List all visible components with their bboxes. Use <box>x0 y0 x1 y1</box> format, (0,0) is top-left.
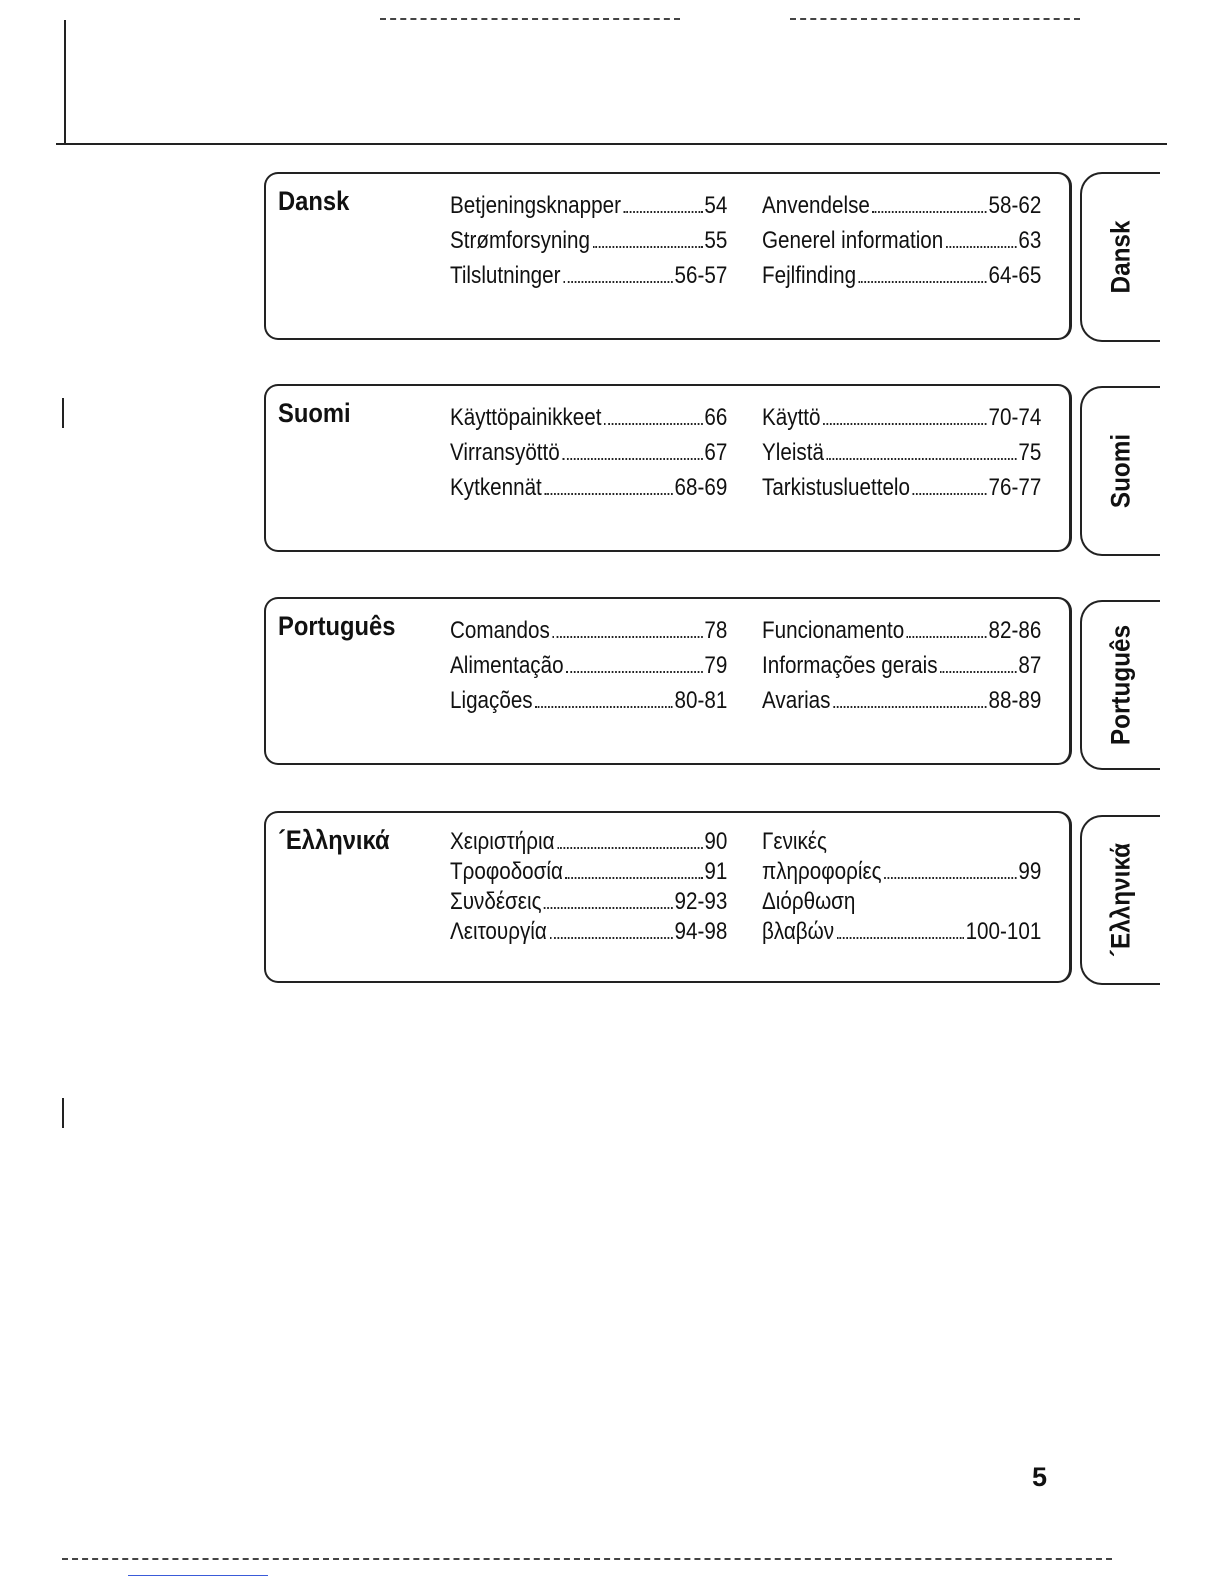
toc-column-right <box>762 613 1042 718</box>
section-dansk <box>264 172 1072 340</box>
toc-column-right <box>762 188 1042 293</box>
side-tab-suomi[interactable] <box>1080 386 1160 556</box>
top-rule <box>56 143 1167 145</box>
section-suomi <box>264 384 1072 552</box>
toc-entry[interactable]: Tilslutninger 56-57 <box>450 262 728 289</box>
toc-entry[interactable]: Strømforsyning 55 <box>450 227 728 254</box>
side-tab-label: Dansk <box>1105 220 1136 294</box>
page-number: 5 <box>1032 1462 1048 1492</box>
toc-entry[interactable]: Fejlfinding 64-65 <box>762 262 1042 289</box>
toc-entry[interactable]: Betjeningsknapper 54 <box>450 192 728 219</box>
toc-entry[interactable]: Comandos 78 <box>450 617 728 644</box>
section-title: Dansk <box>278 186 350 216</box>
margin-mark <box>62 1098 64 1128</box>
scan-artifact-top <box>380 18 680 20</box>
toc-column-right <box>762 400 1042 505</box>
section-portugues <box>264 597 1072 765</box>
toc-entry[interactable]: Tarkistusluettelo 76-77 <box>762 474 1042 501</box>
scan-artifact-top <box>790 18 1080 20</box>
side-tab-greek[interactable] <box>1080 815 1160 985</box>
toc-column-left <box>450 400 728 505</box>
toc-entry[interactable]: Yleistä 75 <box>762 439 1042 466</box>
toc-entry[interactable]: Käyttöpainikkeet 66 <box>450 404 728 431</box>
margin-mark <box>62 398 64 428</box>
side-tab-dansk[interactable] <box>1080 172 1160 342</box>
toc-entry[interactable]: Συνδέσεις 92-93 <box>450 888 728 915</box>
side-tab-label: Português <box>1105 624 1136 746</box>
top-left-rule-vertical <box>64 20 66 144</box>
toc-column-left <box>450 613 728 718</box>
toc-column-left <box>450 188 728 293</box>
scan-artifact-bottom <box>62 1558 1112 1560</box>
scan-artifact-underline <box>128 1575 268 1576</box>
toc-entry[interactable]: Διόρθωση <box>762 888 856 915</box>
toc-entry[interactable]: Informações gerais 87 <box>762 652 1042 679</box>
toc-entry[interactable]: Χειριστήρια 90 <box>450 828 728 855</box>
toc-entry[interactable]: Ligações 80-81 <box>450 687 728 714</box>
side-tab-label: Suomi <box>1105 433 1136 509</box>
toc-entry[interactable]: Alimentação 79 <box>450 652 728 679</box>
toc-entry[interactable]: Λειτουργία 94-98 <box>450 918 728 945</box>
side-tab-portugues[interactable] <box>1080 600 1160 770</box>
toc-entry[interactable]: Käyttö 70-74 <box>762 404 1042 431</box>
toc-entry[interactable]: Γενικές <box>762 828 827 855</box>
toc-entry[interactable]: Avarias 88-89 <box>762 687 1042 714</box>
toc-entry[interactable]: Kytkennät 68-69 <box>450 474 728 501</box>
section-greek <box>264 811 1072 983</box>
toc-entry[interactable]: Generel information 63 <box>762 227 1042 254</box>
toc-column-right <box>762 827 1042 947</box>
toc-entry[interactable]: Funcionamento 82-86 <box>762 617 1042 644</box>
section-title: Português <box>278 611 396 641</box>
section-title: ´Ελληνικά <box>278 825 390 855</box>
toc-entry[interactable]: Virransyöttö 67 <box>450 439 728 466</box>
toc-entry[interactable]: Anvendelse 58-62 <box>762 192 1042 219</box>
toc-entry[interactable]: Τροφοδοσία 91 <box>450 858 728 885</box>
toc-entry[interactable]: βλαβών 100-101 <box>762 918 1042 945</box>
side-tab-label: ´Ελληνικά <box>1105 842 1136 958</box>
toc-column-left <box>450 827 728 947</box>
toc-entry[interactable]: πληροφορίες 99 <box>762 858 1042 885</box>
section-title: Suomi <box>278 398 351 428</box>
